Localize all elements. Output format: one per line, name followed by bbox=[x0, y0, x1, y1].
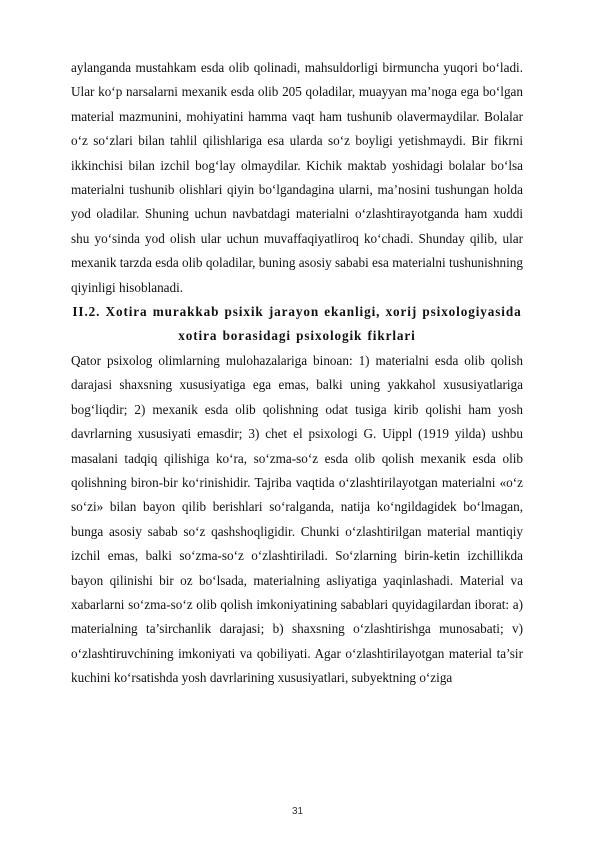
paragraph-intro: aylanganda mustahkam esda olib qolinadi, mahsuldorligi birmuncha yuqori bo‘ladi. Ular ko‘p narsalarni mexanik esda olib 205 qoladilar, muayyan ma’noga ega bo‘lgan material mazmunini, mohiyatini hamma vaqt ham tushunib olavermaydilar. Bolalar o‘z so‘zlari bilan tahlil qilishlariga esa ularda so‘z boyligi yetishmaydi. Bir fikrni ikkinchisi bilan izchil bog‘lay olmaydilar. Kichik maktab yoshidagi bolalar bo‘lsa materialni tushunib olishlari qiyin bo‘lgandagina ularni, ma’nosini tushungan holda yod oladilar. Shuning uchun navbatdagi materialni o‘zlashtirayotganda ham xuddi shu yo‘sinda yod olish ular uchun muvaffaqiyatliroq ko‘chadi. Shunday qilib, ular mexanik tarzda esda olib qoladilar, buning asosiy sababi esa materialni tushunishning qiyinligi hisoblanadi. bbox=[71, 60, 523, 295]
section-heading bbox=[71, 300, 523, 349]
page-number: 31 bbox=[291, 806, 304, 817]
section-heading-line-2: xotira borasidagi psixologik fikrlari bbox=[178, 328, 416, 344]
document-page bbox=[71, 56, 523, 691]
paragraph-main: Qator psixolog olimlarning mulohazalariga binoan: 1) materialni esda olib qolish darajasi shaxsning xususiyatiga ega emas, balki uning yakkahol xususiyatlariga bog‘liqdir; 2) mexanik esda olib qolishning odat tusiga kirib qolishi ham yosh davrlarning xususiyati emasdir; 3) chet el psixologi G. Uippl (1919 yilda) ushbu masalani tadqiq qilishiga ko‘ra, so‘zma-so‘z esda olib qolish mexanik esda olib qolishning biron-bir ko‘rinishidir. Tajriba vaqtida o‘zlashtirilayotgan materialni «o‘z so‘zi» bilan bayon qilib berishlari so‘ralganda, natija ko‘ngildagidek bo‘lmagan, bunga asosiy sabab so‘z qashshoqligidir. Chunki o‘zlashtirilgan material mantiqiy izchil emas, balki so‘zma-so‘z o‘zlashtiriladi. So‘zlarning birin-ketin izchillikda bayon qilinishi bir oz bo‘lsada, materialning asliyatiga yaqinlashadi. Material va xabarlarni so‘zma-so‘z olib qolish imkoniyatining sabablari quyidagilardan iborat: a) materialning ta’sirchanlik darajasi; b) shaxsning o‘zlashtirishga munosabati; v) o‘zlashtiruvchining imkoniyati va qobiliyati. Agar o‘zlashtirilayotgan material ta’sir kuchini ko‘rsatishda yosh davrlarining xususiyatlari, subyektning o‘ziga bbox=[71, 352, 523, 686]
section-heading-line-1: II.2. Xotira murakkab psixik jarayon ekanligi, xorij psixologiyasida bbox=[72, 304, 522, 320]
